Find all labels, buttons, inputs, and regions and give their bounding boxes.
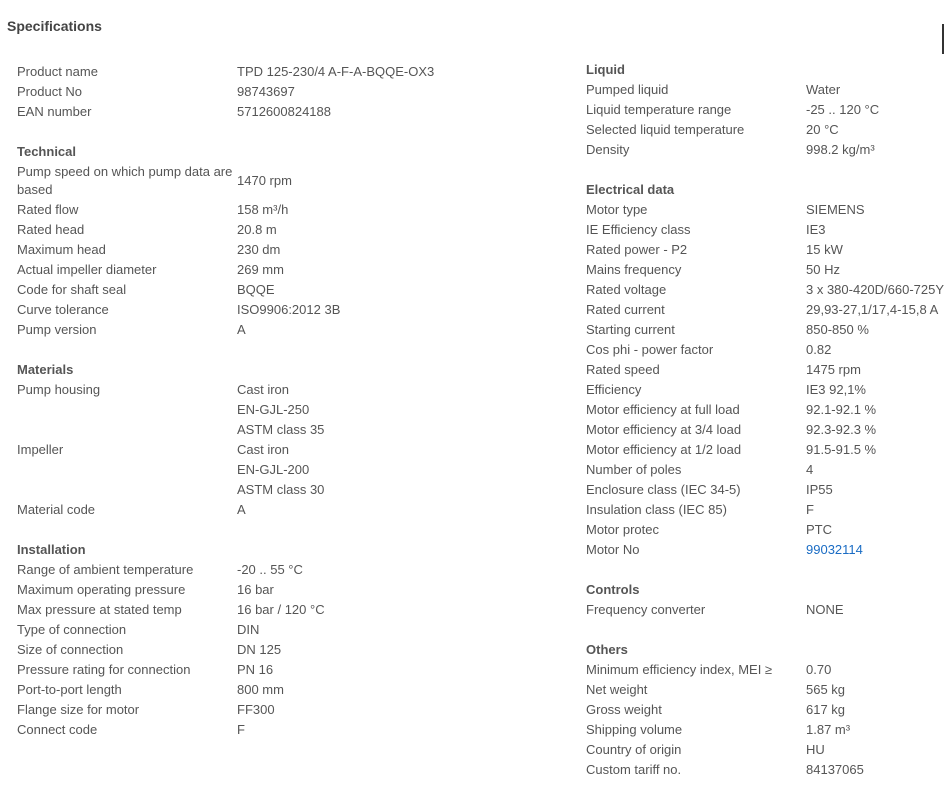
spec-label: Max pressure at stated temp: [17, 602, 182, 617]
spec-row: [586, 360, 944, 380]
spec-row: [17, 620, 377, 640]
spec-row: [17, 102, 377, 122]
section-title: Others: [586, 642, 628, 657]
others-section: [586, 640, 944, 780]
spec-row: [586, 540, 944, 560]
spec-value: DIN: [237, 622, 260, 637]
spec-row: [17, 560, 377, 580]
page-title: Specifications: [7, 18, 102, 34]
spec-value: 16 bar / 120 °C: [237, 602, 325, 617]
liquid-section: [586, 60, 944, 160]
controls-section: [586, 580, 944, 620]
spec-row: [17, 640, 377, 660]
spec-value-list: [237, 440, 377, 500]
spec-row: [586, 760, 944, 780]
spec-label: Motor efficiency at full load: [586, 402, 740, 417]
spec-value: BQQE: [237, 282, 275, 297]
spec-value: A: [237, 502, 246, 517]
spec-label: Product name: [17, 64, 98, 79]
spec-label: Flange size for motor: [17, 702, 140, 717]
spec-row: [586, 660, 944, 680]
spec-value: TPD 125-230/4 A-F-A-BQQE-OX3: [237, 64, 435, 79]
spec-row: [17, 500, 377, 520]
spec-value: 91.5-91.5 %: [806, 442, 877, 457]
spec-value: DN 125: [237, 642, 282, 657]
spec-row: [586, 280, 944, 300]
spec-value: 158 m³/h: [237, 202, 289, 217]
right-column: [586, 60, 944, 800]
section-title: Controls: [586, 582, 640, 597]
spec-label: Motor type: [586, 202, 648, 217]
spec-row: [586, 260, 944, 280]
spec-value: FF300: [237, 702, 275, 717]
spec-row: [17, 300, 377, 320]
spec-value: 92.3-92.3 %: [806, 422, 877, 437]
spec-value: F: [806, 502, 814, 517]
spec-label: Insulation class (IEC 85): [586, 502, 727, 517]
spec-row: [17, 62, 435, 82]
spec-value: Cast iron: [237, 382, 290, 397]
spec-label: Rated voltage: [586, 282, 667, 297]
spec-value: 98743697: [237, 84, 295, 99]
spec-label: Custom tariff no.: [586, 762, 682, 777]
spec-row: [586, 240, 944, 260]
spec-label: Selected liquid temperature: [586, 122, 745, 137]
spec-label: Enclosure class (IEC 34-5): [586, 482, 741, 497]
spec-row: [17, 380, 377, 440]
general-section: [17, 62, 435, 122]
spec-row: [586, 420, 944, 440]
spec-label: Impeller: [17, 442, 64, 457]
spec-label: Gross weight: [586, 702, 662, 717]
spec-row: [17, 260, 377, 280]
spec-label: Country of origin: [586, 742, 682, 757]
spec-value: PTC: [806, 522, 832, 537]
spec-value: EN-GJL-250: [237, 402, 310, 417]
spec-value: ISO9906:2012 3B: [237, 302, 341, 317]
spec-value: 850-850 %: [806, 322, 869, 337]
spec-value: 29,93-27,1/17,4-15,8 A: [806, 302, 939, 317]
spec-value: A: [237, 322, 246, 337]
spec-value: 0.70: [806, 662, 832, 677]
spec-row: [586, 140, 944, 160]
spec-label: EAN number: [17, 104, 92, 119]
spec-label: Rated power - P2: [586, 242, 688, 257]
spec-label: Pump housing: [17, 382, 101, 397]
spec-row: [586, 220, 944, 240]
spec-row: [17, 320, 377, 340]
installation-section: [17, 540, 377, 740]
spec-label: Minimum efficiency index, MEI ≥: [586, 662, 773, 677]
spec-row: [17, 200, 377, 220]
spec-value: ASTM class 30: [237, 482, 325, 497]
spec-label: Mains frequency: [586, 262, 682, 277]
spec-value: 800 mm: [237, 682, 284, 697]
spec-label: Maximum head: [17, 242, 106, 257]
spec-row: [17, 680, 377, 700]
spec-row: [586, 740, 944, 760]
spec-value: -25 .. 120 °C: [806, 102, 880, 117]
spec-row: [586, 520, 944, 540]
spec-label: Liquid temperature range: [586, 102, 732, 117]
spec-label: Material code: [17, 502, 96, 517]
spec-label: Shipping volume: [586, 722, 683, 737]
spec-value: 1.87 m³: [806, 722, 851, 737]
spec-value: Cast iron: [237, 442, 290, 457]
spec-label: Curve tolerance: [17, 302, 109, 317]
spec-label: Connect code: [17, 722, 98, 737]
spec-label: Type of connection: [17, 622, 127, 637]
spec-row: [17, 600, 377, 620]
spec-row: [586, 700, 944, 720]
spec-row: [17, 720, 377, 740]
spec-value: 50 Hz: [806, 262, 840, 277]
spec-row: [17, 280, 377, 300]
section-title: Materials: [17, 362, 74, 377]
spec-value: 269 mm: [237, 262, 284, 277]
spec-value: IP55: [806, 482, 833, 497]
spec-row: [17, 240, 377, 260]
spec-value-list: [237, 380, 377, 440]
spec-row: [586, 380, 944, 400]
spec-value: 998.2 kg/m³: [806, 142, 875, 157]
spec-row: [586, 400, 944, 420]
spec-row: [586, 680, 944, 700]
section-title: Installation: [17, 542, 86, 557]
spec-value: NONE: [806, 602, 844, 617]
section-title: Electrical data: [586, 182, 675, 197]
spec-row: [17, 700, 377, 720]
spec-row: [17, 162, 377, 200]
spec-row: [17, 82, 377, 102]
spec-label: Motor protec: [586, 522, 659, 537]
spec-row: [586, 200, 944, 220]
spec-label: Pumped liquid: [586, 82, 669, 97]
spec-label: Rated head: [17, 222, 85, 237]
spec-label: Port-to-port length: [17, 682, 122, 697]
spec-row: [17, 660, 377, 680]
spec-value: SIEMENS: [806, 202, 865, 217]
spec-label: Rated current: [586, 302, 665, 317]
spec-value: EN-GJL-200: [237, 462, 310, 477]
spec-row: [586, 120, 944, 140]
spec-value: ASTM class 35: [237, 422, 325, 437]
spec-label: Net weight: [586, 682, 648, 697]
spec-value: Water: [806, 82, 841, 97]
spec-value: 3 x 380-420D/660-725Y: [806, 282, 944, 297]
spec-value: 5712600824188: [237, 104, 331, 119]
spec-value: HU: [806, 742, 825, 757]
spec-value: F: [237, 722, 245, 737]
spec-label: IE Efficiency class: [586, 222, 691, 237]
spec-label: Rated flow: [17, 202, 79, 217]
spec-label: Number of poles: [586, 462, 682, 477]
technical-section: [17, 142, 377, 340]
spec-row: [17, 220, 377, 240]
spec-row: [586, 440, 944, 460]
spec-value: 20 °C: [806, 122, 839, 137]
spec-value: 617 kg: [806, 702, 846, 717]
spec-label: Actual impeller diameter: [17, 262, 157, 277]
spec-row: [586, 600, 944, 620]
section-title: Liquid: [586, 62, 625, 77]
spec-row: [17, 440, 377, 500]
spec-value: 0.82: [806, 342, 832, 357]
spec-label: Efficiency: [586, 382, 642, 397]
spec-label: Motor efficiency at 3/4 load: [586, 422, 742, 437]
spec-value: 230 dm: [237, 242, 281, 257]
spec-row: [586, 300, 944, 320]
spec-label: Product No: [17, 84, 83, 99]
spec-label: Maximum operating pressure: [17, 582, 186, 597]
spec-value: 4: [806, 462, 814, 477]
spec-label: Motor efficiency at 1/2 load: [586, 442, 742, 457]
spec-label: Starting current: [586, 322, 675, 337]
spec-label: Size of connection: [17, 642, 124, 657]
materials-section: [17, 360, 377, 520]
spec-label: Pressure rating for connection: [17, 662, 191, 677]
spec-row: [586, 480, 944, 500]
spec-value: 565 kg: [806, 682, 846, 697]
spec-row: [586, 320, 944, 340]
spec-row: [17, 580, 377, 600]
electrical-section: [586, 180, 944, 560]
spec-value: 1470 rpm: [237, 173, 292, 188]
spec-value: 92.1-92.1 %: [806, 402, 877, 417]
spec-label: Range of ambient temperature: [17, 562, 194, 577]
spec-label: Rated speed: [586, 362, 660, 377]
spec-value: IE3 92,1%: [806, 382, 866, 397]
spec-value: -20 .. 55 °C: [237, 562, 303, 577]
spec-value: PN 16: [237, 662, 274, 677]
spec-label: Motor No: [586, 542, 640, 557]
spec-value: 15 kW: [806, 242, 843, 257]
spec-row: [586, 340, 944, 360]
spec-row: [586, 720, 944, 740]
spec-value: 84137065: [806, 762, 864, 777]
spec-label: Pump version: [17, 322, 97, 337]
motor-no-link[interactable]: 99032114: [806, 542, 863, 557]
spec-label: Pump speed on which pump data are based: [17, 164, 233, 197]
spec-row: [586, 100, 944, 120]
spec-label: Frequency converter: [586, 602, 706, 617]
spec-row: [586, 80, 944, 100]
spec-label: Cos phi - power factor: [586, 342, 714, 357]
spec-value: 16 bar: [237, 582, 274, 597]
spec-value: 1475 rpm: [806, 362, 861, 377]
spec-label: Density: [586, 142, 630, 157]
spec-value: IE3: [806, 222, 826, 237]
spec-row: [586, 460, 944, 480]
section-title: Technical: [17, 144, 77, 159]
spec-label: Code for shaft seal: [17, 282, 127, 297]
left-column: [17, 62, 435, 760]
spec-row: [586, 500, 944, 520]
spec-value: 20.8 m: [237, 222, 277, 237]
